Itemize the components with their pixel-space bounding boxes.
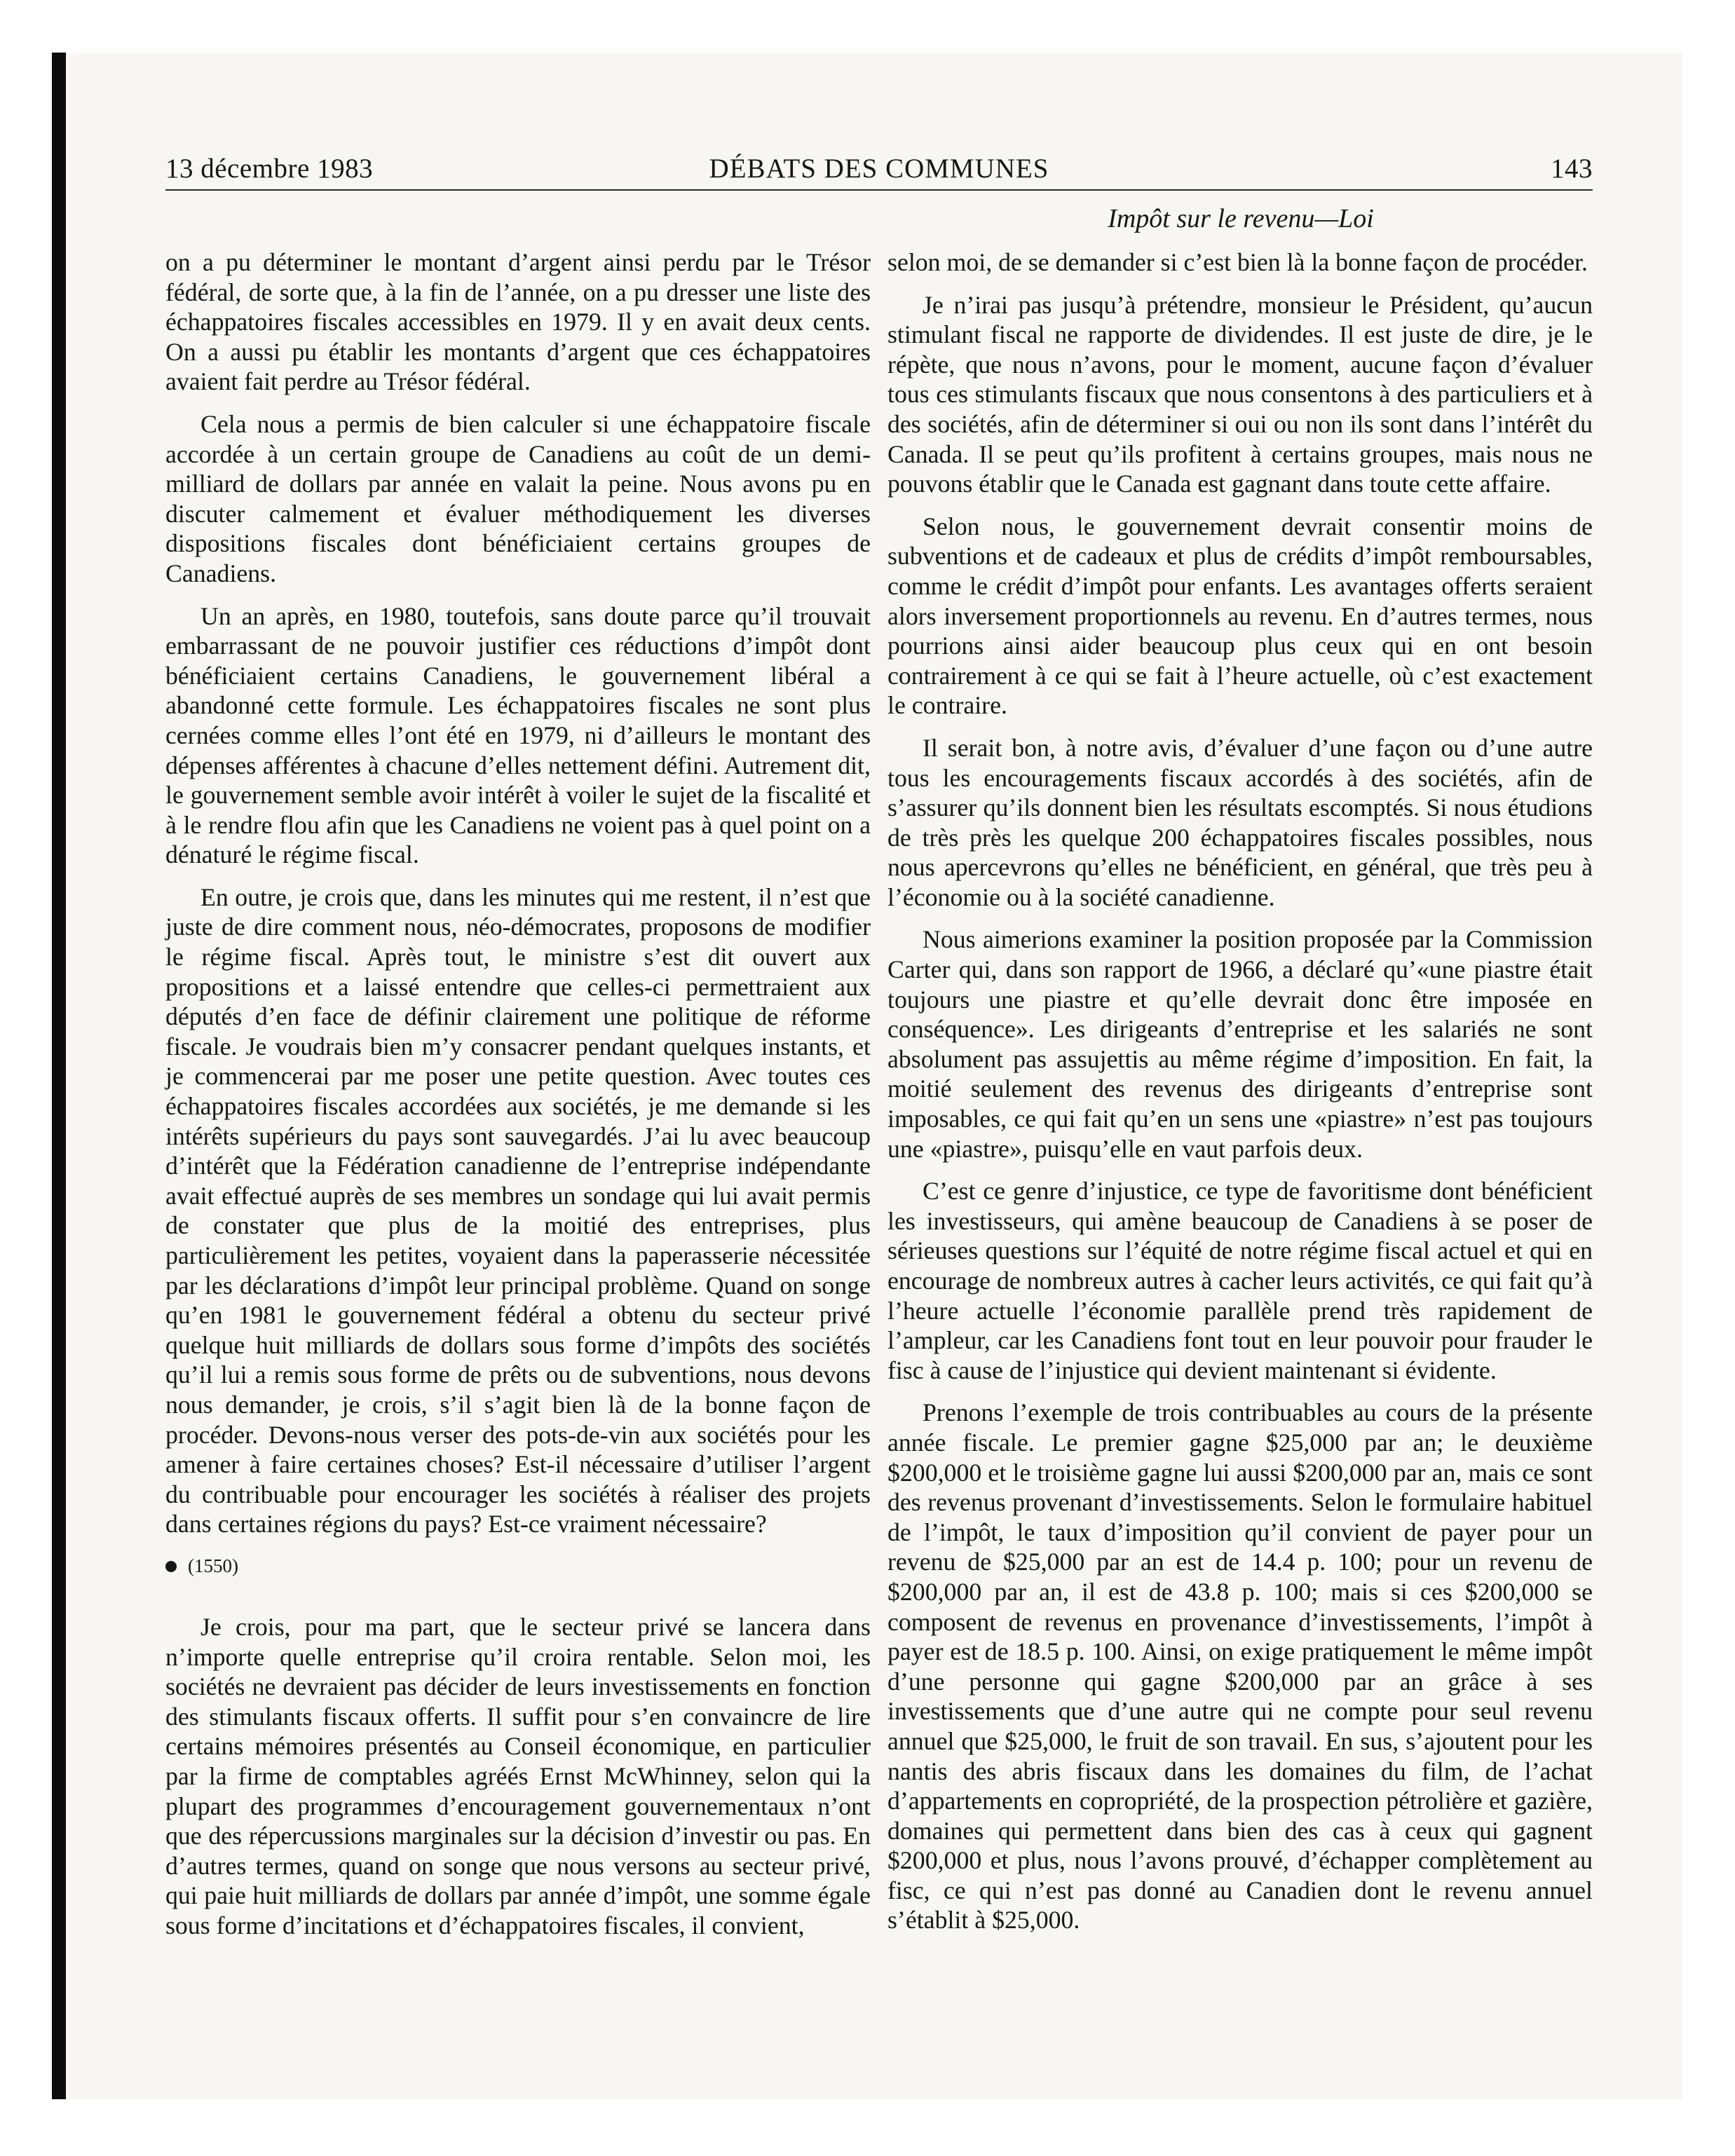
paragraph: En outre, je crois que, dans les minutes qui me restent, il n’est que juste de dire comment nous, néo-démocrates, proposons de modifier le régime fiscal. Après tout, le ministre s’est dit ouvert aux propositions et a laissé entendre que celles-ci permettraient aux députés d’en face de définir clairement une politique de réforme fiscale. Je voudrais bien m’y consacrer pendant quelques instants, et je commencerai par me poser une petite question. Avec toutes ces échappatoires fiscales accordées aux sociétés, je me demande si les intérêts supérieurs du pays sont sauvegardés. J’ai lu avec beaucoup d’intérêt que la Fédération canadienne de l’entreprise indépendante avait effectué auprès de ses membres un sondage qui lui avait permis de constater que plus de la moitié des entreprises, plus particulièrement les petites, voyaient dans la paperasserie nécessitée par les déclarations d’impôt leur principal problème. Quand on songe qu’en 1981 le gouvernement fédéral a obtenu du secteur privé quelque huit milliards de dollars sous forme d’impôts des sociétés qu’il lui a remis sous forme de prêts ou de subventions, nous devons nous demander, je crois, s’il s’agit bien là de la bonne façon de procéder. Devons-nous verser des pots-de-vin aux sociétés pour les amener à faire certaines choses? Est-il nécessaire d’utiliser l’argent du contribuable pour encourager les sociétés à réaliser des projets dans certaines régions du pays? Est-ce vraiment nécessaire? bbox=[165, 882, 871, 1538]
running-title: Impôt sur le revenu—Loi bbox=[1108, 204, 1374, 233]
time-marker-label: (1550) bbox=[188, 1555, 238, 1576]
paragraph: selon moi, de se demander si c’est bien là la bonne façon de procéder. bbox=[887, 248, 1588, 276]
paragraph: C’est ce genre d’injustice, ce type de favoritisme dont bénéficient les investisseurs, qui amène beaucoup de Canadiens à se poser de sérieuses questions sur l’équité de notre régime fiscal actuel et qui en encourage de nombreux autres à cacher leurs activités, ce qui fait qu’à l’heure actuelle l’économie parallèle prend très rapidement de l’ampleur, car les Canadiens font tout en leur pouvoir pour frauder le fisc à cause de l’injustice qui devient maintenant si évidente. bbox=[887, 1177, 1593, 1384]
paragraph: Il serait bon, à notre avis, d’évaluer d’une façon ou d’une autre tous les encouragements fiscaux accordés à des sociétés, afin de s’assurer qu’ils donnent bien les résultats escomptés. Si nous étudions de très près les quelque 200 échappatoires fiscales possibles, nous nous apercevrons qu’elles ne bénéficient, en général, que très peu à l’économie ou à la société canadienne. bbox=[887, 733, 1593, 911]
header-page-number: 143 bbox=[1551, 153, 1593, 184]
paragraph: on a pu déterminer le montant d’argent ainsi perdu par le Trésor fédéral, de sorte que, à la fin de l’année, on a pu dresser une liste des échappatoires fiscales accessibles en 1979. Il y en avait deux cents. On a aussi pu établir les montants d’argent que ces échappatoires avaient fait perdre au Trésor fédéral. bbox=[165, 248, 871, 396]
paragraph: Selon nous, le gouvernement devrait consentir moins de subventions et de cadeaux et plus de crédits d’impôt remboursables, comme le crédit d’impôt pour enfants. Les avantages offerts seraient alors inversement proportionnels au revenu. En d’autres termes, nous pourrions ainsi aider beaucoup plus ceux qui en ont besoin contrairement à ce qui se fait à l’heure actuelle, où c’est exactement le contraire. bbox=[887, 512, 1593, 720]
header-journal-title: DÉBATS DES COMMUNES bbox=[709, 153, 1049, 184]
paragraph: Cela nous a permis de bien calculer si une échappatoire fiscale accordée à un certain groupe de Canadiens au coût de un demi-milliard de dollars par année en valait la peine. Nous avons pu en discuter calmement et évaluer méthodiquement les diverses dispositions fiscales dont bénéficiaient certains groupes de Canadiens. bbox=[165, 409, 871, 587]
paragraph: Je crois, pour ma part, que le secteur privé se lancera dans n’importe quelle entreprise qu’il croira rentable. Selon moi, les sociétés ne devraient pas décider de leurs investissements en fonction des stimulants fiscaux offerts. Il suffit pour s’en convaincre de lire certains mémoires présentés au Conseil économique, en particulier par la firme de comptables agréés Ernst McWhinney, selon qui la plupart des programmes d’encouragement gouvernementaux n’ont que des répercussions marginales sur la décision d’investir ou pas. En d’autres termes, quand on songe que nous versons au secteur privé, qui paie huit milliards de dollars par année d’impôt, une somme égale sous forme d’incitations et d’échappatoires fiscales, il convient, bbox=[165, 1612, 871, 1939]
bullet-icon bbox=[165, 1561, 177, 1572]
paragraph: Un an après, en 1980, toutefois, sans doute parce qu’il trouvait embarrassant de ne pouvoir justifier ces réductions d’impôt dont bénéficiaient certains Canadiens, le gouvernement libéral a abandonné cette formule. Les échappatoires fiscales ne sont plus cernées comme elles l’ont été en 1979, ni d’ailleurs le montant des dépenses afférentes à chacune d’elles nettement défini. Autrement dit, le gouvernement semble avoir intérêt à voiler le sujet de la fiscalité et à le rendre flou afin que les Canadiens ne voient pas à quel point on a dénaturé le régime fiscal. bbox=[165, 601, 871, 869]
paragraph: Nous aimerions examiner la position proposée par la Commission Carter qui, dans son rapport de 1966, a déclaré qu’«une piastre était toujours une piastre et qu’elle devrait donc être imposée en conséquence». Les dirigeants d’entreprise et les salariés ne sont absolument pas assujettis au même régime d’imposition. En fait, la moitié seulement des revenus des dirigeants d’entreprise sont imposables, ce qui fait qu’en un sens une «piastre» n’est pas toujours une «piastre», puisqu’elle en vaut parfois deux. bbox=[887, 925, 1593, 1163]
paragraph: Je n’irai pas jusqu’à prétendre, monsieur le Président, qu’aucun stimulant fiscal ne rapporte de dividendes. Il est juste de dire, je le répète, que nous n’avons, pour le moment, aucune façon d’évaluer tous ces stimulants fiscaux que nous consentons à des particuliers et à des sociétés, afin de déterminer si oui ou non ils sont dans l’intérêt du Canada. Il se peut qu’ils profitent à certains groupes, mais nous ne pouvons établir que le Canada est gagnant dans toute cette affaire. bbox=[887, 290, 1593, 498]
paragraph: Prenons l’exemple de trois contribuables au cours de la présente année fiscale. Le premier gagne $25,000 par an; le deuxième $200,000 et le troisième gagne lui aussi $200,000 par an, mais ce sont des revenus provenant d’investissements. Selon le formulaire habituel de l’impôt, le taux d’imposition qu’il convient de payer pour un revenu de $25,000 par an est de 14.4 p. 100; pour un revenu de $200,000 par an, il est de 43.8 p. 100; mais si ces $200,000 se composent de revenus en provenance d’investissements, l’impôt à payer est de 18.5 p. 100. Ainsi, on exige pratiquement le même impôt d’une personne qui gagne $200,000 par an grâce à ses investissements que d’une autre qui ne compte pour seul revenu annuel que $25,000, le fruit de son travail. En sus, s’ajoutent pour les nantis des abris fiscaux dans les domaines du film, de l’achat d’appartements en copropriété, de la prospection pétrolière et gazière, domaines qui permettent dans bien des cas à ceux qui gagnent $200,000 et plus, nous l’avons prouvé, d’échapper complètement au fisc, ce qui n’est pas donné au Canadien dont le revenu annuel s’établit à $25,000. bbox=[887, 1398, 1593, 1935]
header-date: 13 décembre 1983 bbox=[165, 153, 374, 184]
left-column bbox=[165, 247, 871, 1953]
time-marker bbox=[165, 1552, 871, 1580]
page-header bbox=[165, 149, 1593, 191]
scan-border bbox=[52, 53, 66, 2099]
right-column bbox=[887, 247, 1593, 1948]
